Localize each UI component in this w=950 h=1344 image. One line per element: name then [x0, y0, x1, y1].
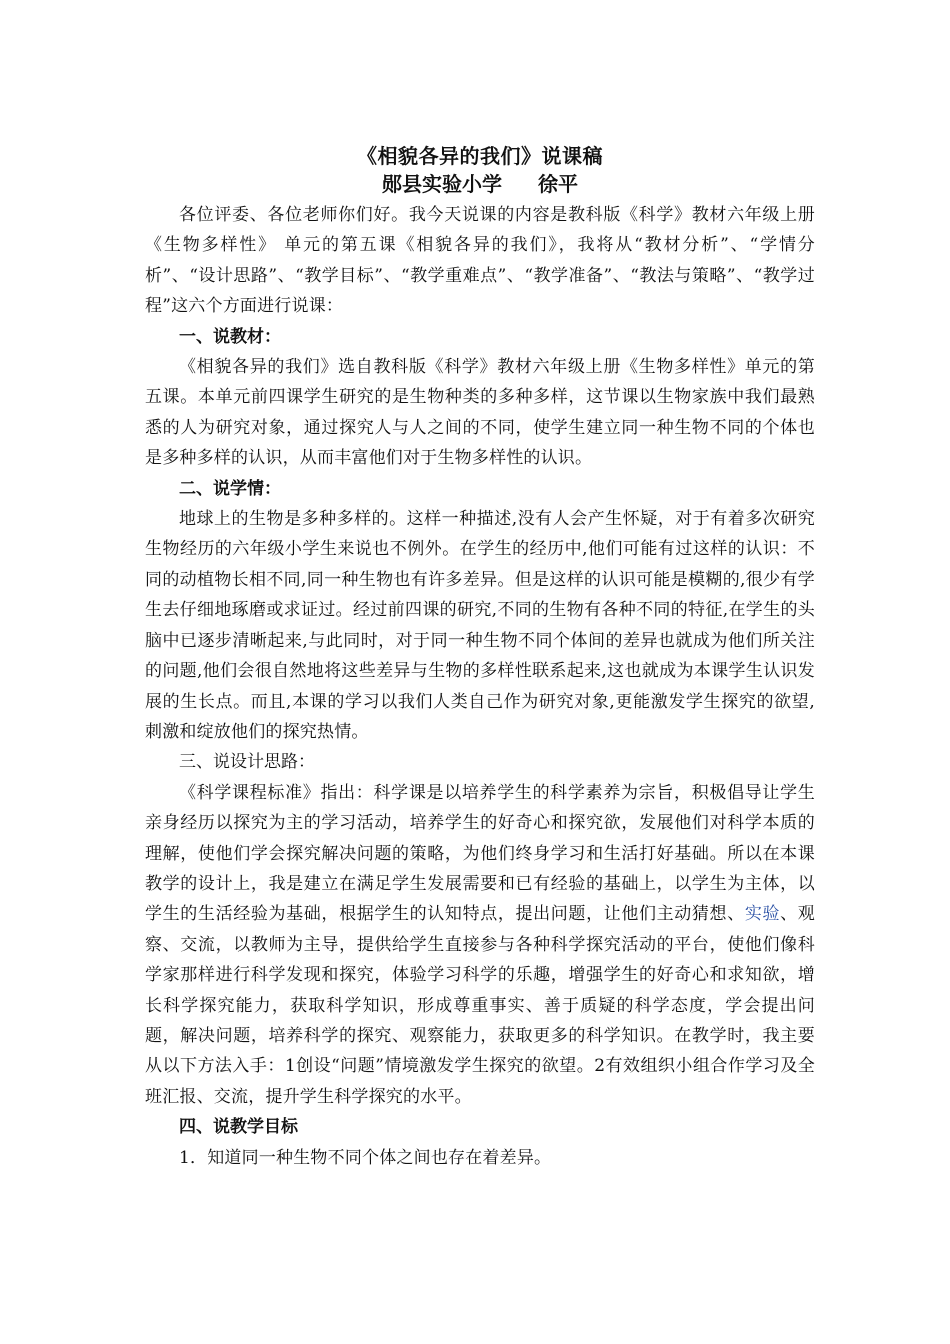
section-paragraph-design — [145, 778, 815, 1112]
section-paragraph-textbook: 《相貌各异的我们》选自教科版《科学》教材六年级上册《生物多样性》单元的第五课。本单元前四课学生研究的是生物种类的多种多样，这节课以生物家族中我们最熟悉的人为研究对象，通过探究人与人之间的不同，使学生建立同一种生物不同的个体也是多种多样的认识，从而丰富他们对于生物多样性的认识。 — [145, 357, 815, 469]
intro-paragraph: 各位评委、各位老师你们好。我今天说课的内容是教科版《科学》教材六年级上册《生物多样性》 单元的第五课《相貌各异的我们》，我将从“教材分析”、“学情分析”、“设计思路”、“教学目标”、“教学重难点”、“教学准备”、“教法与策略”、“教学过程”这六个方面进行说课： — [145, 205, 815, 317]
section-paragraph-goals: 1．知道同一种生物不同个体之间也存在着差异。 — [179, 1147, 552, 1168]
document-byline — [145, 170, 815, 198]
section-heading-textbook: 一、说教材： — [179, 326, 281, 347]
experiment-link[interactable]: 实验 — [744, 904, 781, 925]
section-heading-design: 三、说设计思路： — [179, 752, 315, 773]
section-heading-students: 二、说学情： — [179, 478, 281, 499]
section-heading-goals: 四、说教学目标 — [179, 1117, 298, 1138]
author-name: 徐平 — [538, 172, 578, 196]
design-text-after-link: 、观察、交流，以教师为主导，提供给学生直接参与各种科学探究活动的平台，使他们像科学家那样进行科学发现和探究，体验学习科学的乐趣，增强学生的好奇心和求知欲，增长科学探究能力，获取科学知识，形成尊重事实、善于质疑的科学态度，学会提出问题，解决问题，培养科学的探究、观察能力，获取更多的科学知识。在教学时，我主要从以下方法入手：1创设“问题”情境激发学生探究的欲望。2有效组织小组合作学习及全班汇报、交流，提升学生科学探究的水平。 — [145, 904, 815, 1107]
document-title: 《相貌各异的我们》说课稿 — [357, 144, 603, 168]
section-paragraph-students: 地球上的生物是多种多样的。这样一种描述,没有人会产生怀疑，对于有着多次研究生物经历的六年级小学生来说也不例外。在学生的经历中,他们可能有过这样的认识：不同的动植物长相不同,同一种生物也有许多差异。但是这样的认识可能是模糊的,很少有学生去仔细地琢磨或求证过。经过前四课的研究,不同的生物有各种不同的特征,在学生的头脑中已逐步清晰起来,与此同时，对于同一种生物不同个体间的差异也就成为他们所关注的问题,他们会很自然地将这些差异与生物的多样性联系起来,这也就成为本课学生认识发展的生长点。而且,本课的学习以我们人类自己作为研究对象,更能激发学生探究的欲望,刺激和绽放他们的探究热情。 — [145, 509, 815, 742]
school-name: 郧县实验小学 — [382, 172, 502, 196]
document-page — [145, 142, 815, 1173]
design-text-before-link: 《科学课程标准》指出：科学课是以培养学生的科学素养为宗旨，积极倡导让学生亲身经历以探究为主的学习活动，培养学生的好奇心和探究欲，发展他们对科学本质的理解，使他们学会探究解决问题的策略，为他们终身学习和生活打好基础。所以在本课教学的设计上，我是建立在满足学生发展需要和已有经验的基础上，以学生为主体，以学生的生活经验为基础，根据学生的认知特点，提出问题，让他们主动猜想、 — [145, 782, 815, 925]
